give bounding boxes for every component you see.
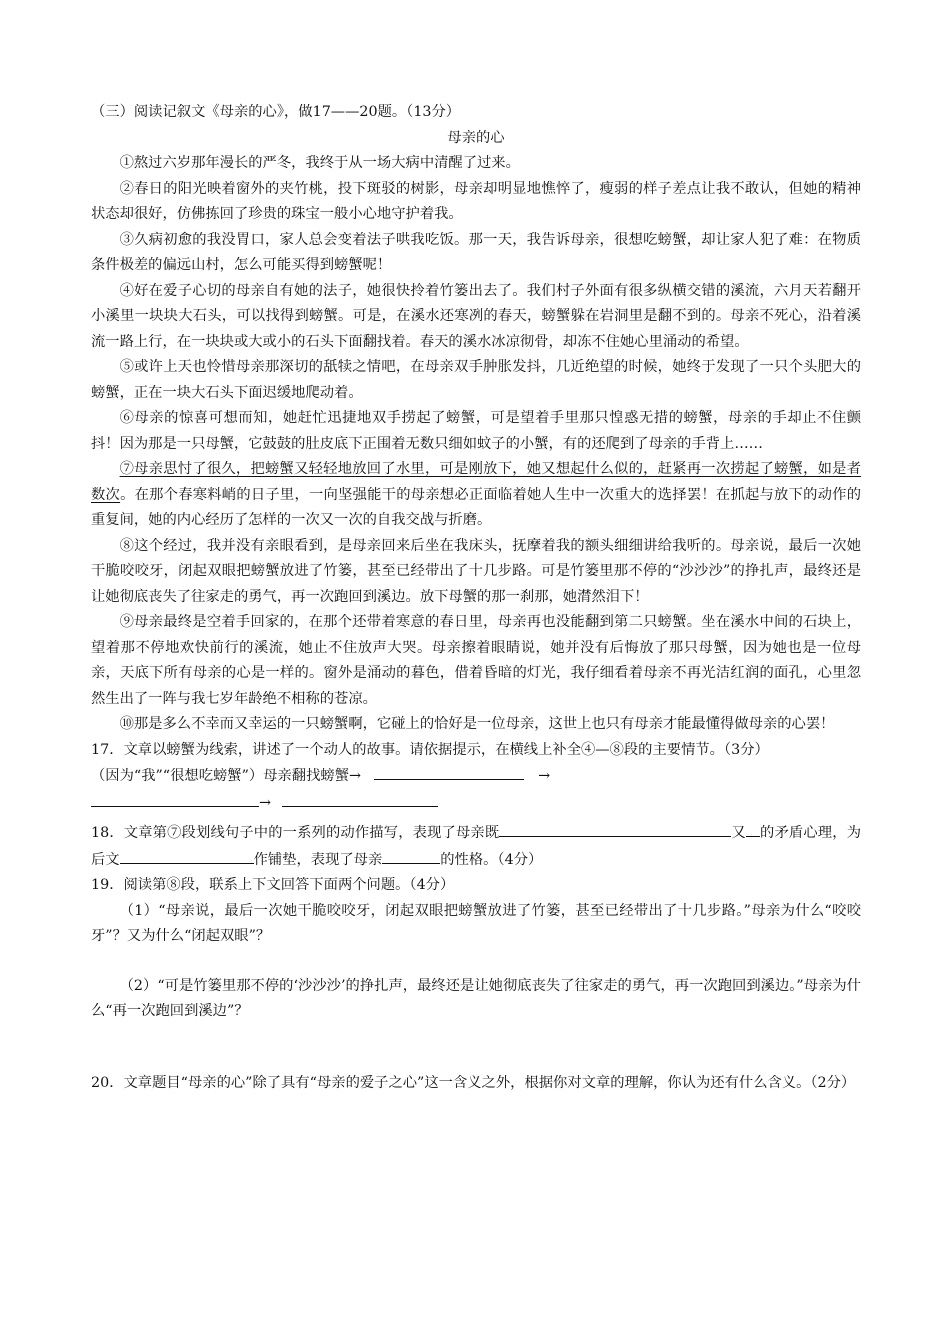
question-18-part-e: 的性格。（4分） xyxy=(440,851,543,868)
paragraph-2: ②春日的阳光映着窗外的夹竹桃，投下斑驳的树影，母亲却明显地憔悴了，瘦弱的样子差点让我不敢认，但她的精神状态却很好，仿佛拣回了珍贵的珠宝一般小心地守护着我。 xyxy=(91,180,861,222)
arrow-icon: → xyxy=(259,794,271,811)
paragraph-7-rest: 。在那个春寒料峭的日子里，一向坚强能干的母亲想必正面临着她人生中一次重大的选择罢！在抓起与放下的动作的重复间，她的内心经历了怎样的一次又一次的自我交战与折磨。 xyxy=(91,486,862,528)
answer-blank-17-3[interactable] xyxy=(282,790,438,807)
paragraph-9: ⑨母亲最终是空着手回家的，在那个还带着寒意的春日里，母亲再也没能翻到第二只螃蟹。坐在溪水中间的石块上，望着那不停地欢快前行的溪流，她止不住放声大哭。母亲擦着眼睛说，她并没有后悔放了那只母蟹，因为她也是一位母亲，天底下所有母亲的心是一样的。窗外是涌动的暮色，借着昏暗的灯光，我仔细看着母亲不再光洁红润的面孔，心里忽然生出了一阵与我七岁年龄绝不相称的苍凉。 xyxy=(91,614,861,707)
section-header: （三）阅读记叙文《母亲的心》，做17——20题。（13分） xyxy=(91,104,461,120)
answer-blank-18-4[interactable] xyxy=(382,847,440,864)
paragraph-1: ①熬过六岁那年漫长的严冬，我终于从一场大病中清醒了过来。 xyxy=(119,155,520,171)
question-18-part-b: 又 xyxy=(731,825,746,841)
exam-page xyxy=(91,100,861,1096)
question-17-answer-line-2 xyxy=(91,790,861,817)
answer-blank-18-1[interactable] xyxy=(499,820,731,837)
answer-blank-18-2[interactable] xyxy=(746,820,760,837)
paragraph-6: ⑥母亲的惊喜可想而知，她赶忙迅捷地双手捞起了螃蟹，可是望着手里那只惶惑无措的螃蟹，母亲的手却止不住颤抖！因为那是一只母蟹，它鼓鼓的肚皮底下正围着无数只细如蚊子的小蟹，有的还爬到了母亲的手背上…… xyxy=(91,410,861,452)
question-20: 20．文章题目“母亲的心”除了具有“母亲的爱子之心”这一含义之外，根据你对文章的理解，你认为还有什么含义。（2分） xyxy=(91,1074,856,1091)
question-18 xyxy=(91,820,861,873)
answer-blank-17-2[interactable] xyxy=(91,790,259,807)
question-18-part-d: 作铺垫，表现了母亲 xyxy=(253,851,383,868)
arrow-icon: → xyxy=(538,768,551,784)
paragraph-7 xyxy=(91,457,861,534)
answer-space-19-2[interactable] xyxy=(91,1025,861,1071)
paragraph-5: ⑤或许上天也怜惜母亲那深切的舐犊之情吧，在母亲双手肿胀发抖，几近绝望的时候，她终于发现了一只个头肥大的螃蟹，正在一块大石头下面迟缓地爬动着。 xyxy=(91,359,861,401)
paragraph-4: ④好在爱子心切的母亲自有她的法子，她很快拎着竹篓出去了。我们村子外面有很多纵横交错的溪流，六月天若翻开小溪里一块块大石头，可以找得到螃蟹。可是，在溪水还寒冽的春天，螃蟹躲在岩洞里是翻不到的。母亲不死心，沿着溪流一路上行，在一块块或大或小的石头下面翻找着。春天的溪水冰凉彻骨，却冻不住她心里涌动的希望。 xyxy=(91,282,861,350)
question-17-answer-line-1 xyxy=(91,763,861,790)
article-title: 母亲的心 xyxy=(447,129,505,146)
paragraph-7-underlined-sentence: ⑦母亲思忖了很久，把螃蟹又轻轻地放回了水里，可是刚放下，她又想起什么似的，赶紧再一次捞起了螃蟹，如是者数次 xyxy=(91,461,861,503)
question-18-part-a: 18．文章第⑦段划线句子中的一系列的动作描写，表现了母亲既 xyxy=(91,825,500,841)
answer-space-19-1[interactable] xyxy=(91,950,861,974)
question-19-2: （2）“可是竹篓里那不停的‘沙沙沙’的挣扎声，最终还是让她彻底丧失了往家走的勇气，再一次跑回到溪边。”母亲为什么“再一次跑回到溪边”？ xyxy=(91,977,861,1019)
question-17: 17．文章以螃蟹为线索，讲述了一个动人的故事。请依据提示，在横线上补全④—⑧段的主要情节。（3分） xyxy=(91,741,769,758)
paragraph-8: ⑧这个经过，我并没有亲眼看到，是母亲回来后坐在我床头，抚摩着我的额头细细讲给我听的。母亲说，最后一次她干脆咬咬牙，闭起双眼把螃蟹放进了竹篓，甚至已经带出了十几步路。可是竹篓里那不停的“沙沙沙”的挣扎声，最终还是让她彻底丧失了往家走的勇气，再一次跑回到溪边。放下母蟹的那一刹那，她潸然泪下！ xyxy=(91,537,861,605)
paragraph-3: ③久病初愈的我没胃口，家人总会变着法子哄我吃饭。那一天，我告诉母亲，很想吃螃蟹，却让家人犯了难：在物质条件极差的偏远山村，怎么可能买得到螃蟹呢！ xyxy=(91,231,861,273)
question-17-prefix: （因为“我”“很想吃螃蟹”）母亲翻找螃蟹→ xyxy=(91,768,361,784)
question-19: 19．阅读第⑧段，联系上下文回答下面两个问题。（4分） xyxy=(91,877,455,893)
question-18-part-c: 的矛盾心理，为后文 xyxy=(91,825,861,868)
answer-blank-17-1[interactable] xyxy=(374,763,524,780)
question-19-1: （1）“母亲说，最后一次她干脆咬咬牙，闭起双眼把螃蟹放进了竹篓，甚至已经带出了十几步路。”母亲为什么“咬咬牙”？又为什么“闭起双眼”？ xyxy=(91,902,861,944)
paragraph-10: ⑩那是多么不幸而又幸运的一只螃蟹啊，它碰上的恰好是一位母亲，这世上也只有母亲才能最懂得做母亲的心罢！ xyxy=(119,716,835,732)
answer-blank-18-3[interactable] xyxy=(120,847,254,864)
